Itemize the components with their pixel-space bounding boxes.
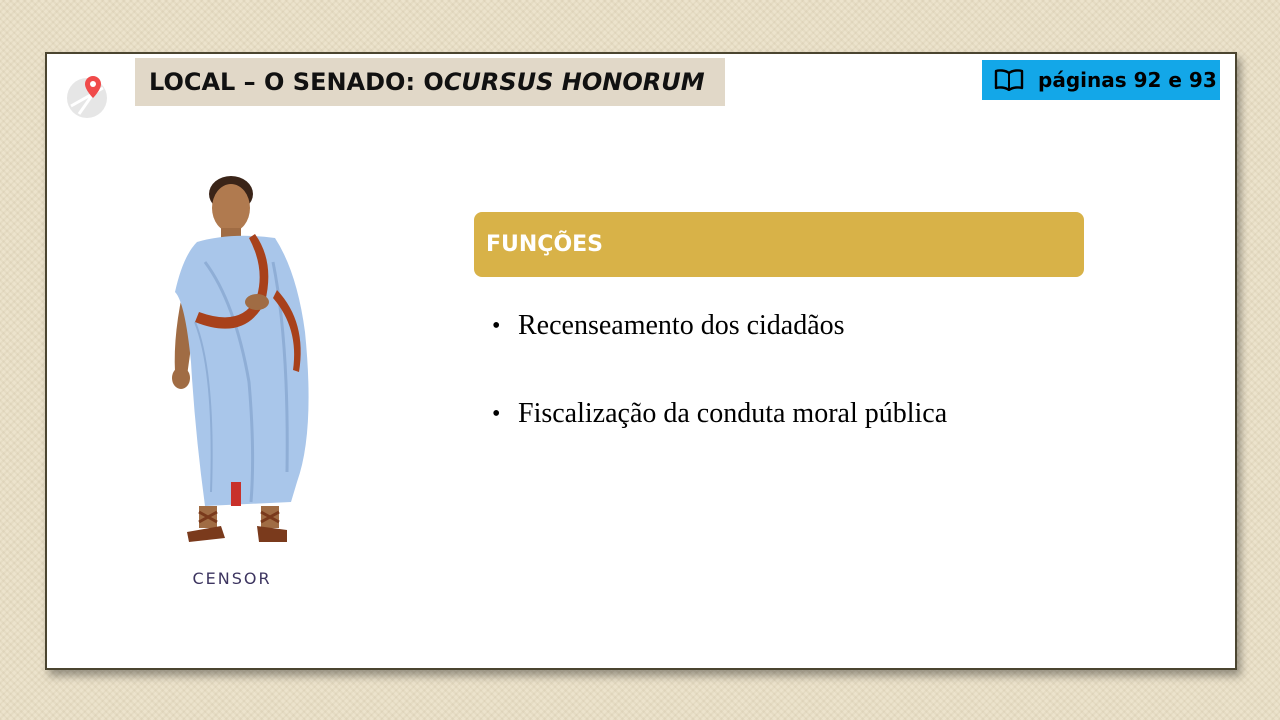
page-title	[135, 58, 725, 106]
pages-label: páginas 92 e 93	[1038, 68, 1217, 92]
open-book-icon	[994, 69, 1024, 91]
bullet-icon: •	[492, 401, 501, 427]
functions-list	[492, 308, 947, 484]
map-pin-icon	[63, 70, 111, 118]
functions-heading: FUNÇÕES	[474, 212, 1084, 277]
list-item-text: Fiscalização da conduta moral pública	[518, 398, 948, 429]
title-italic: CURSUS HONORUM	[443, 68, 705, 96]
figure-caption: CENSOR	[192, 569, 272, 588]
title-prefix: LOCAL – O SENADO: O	[149, 68, 444, 96]
list-item	[492, 396, 947, 484]
bullet-icon: •	[492, 313, 501, 339]
censor-figure-image	[165, 172, 315, 552]
list-item	[492, 308, 947, 396]
pages-badge	[982, 60, 1220, 100]
slide-frame	[45, 52, 1237, 670]
list-item-text: Recenseamento dos cidadãos	[518, 310, 845, 341]
